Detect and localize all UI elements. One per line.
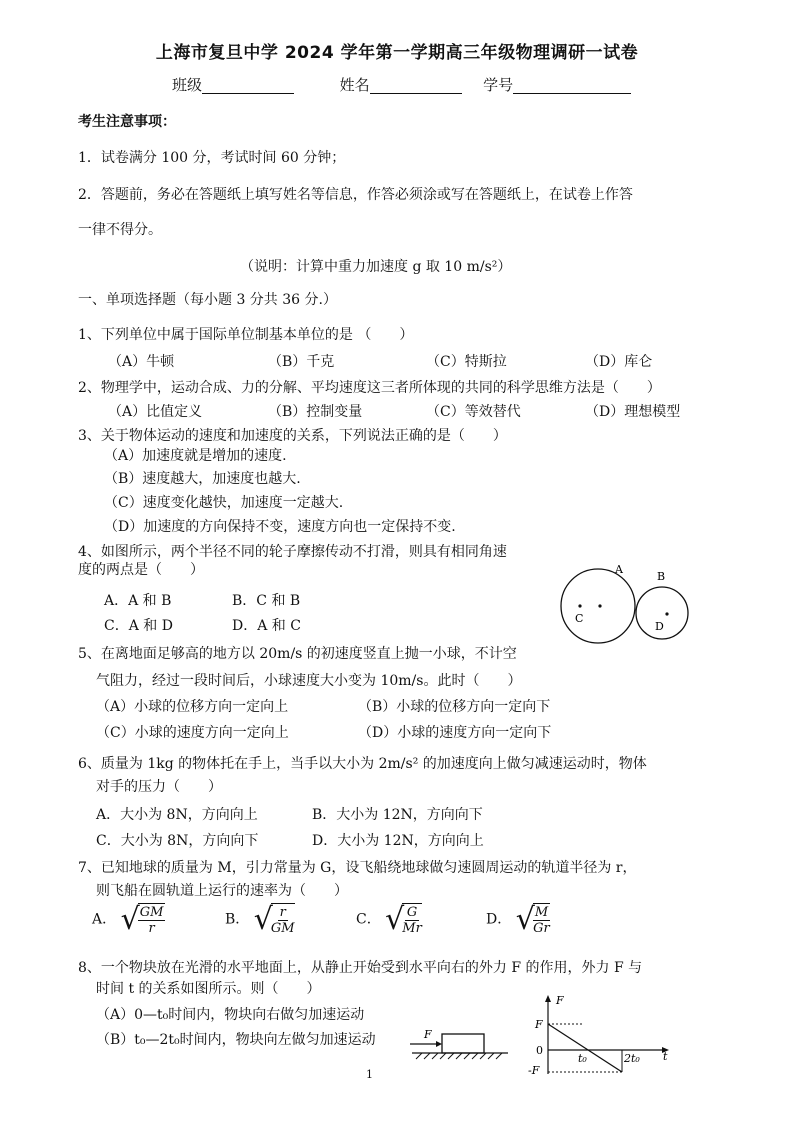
q8-stem: 8、一个物块放在光滑的水平地面上，从静止开始受到水平向右的外力 F 的作用，外力 F 与 [78,960,643,976]
sqrt-c [385,903,422,936]
radical-icon: √ [385,901,405,937]
q3-option-c[interactable]: （C）速度变化越快，加速度一定越大. [104,495,344,511]
section-heading: 一、单项选择题（每小题 3 分共 36 分.） [78,292,337,308]
exam-title: 上海市复旦中学 2024 学年第一学期高三年级物理调研一试卷 [155,43,639,63]
wheels-diagram [555,560,695,650]
class-label: 班级 [172,76,203,94]
q6-option-b[interactable]: B．大小为 12N，方向向下 [312,807,483,823]
y-axis-label: F [556,994,564,1007]
q3-option-b[interactable]: （B）速度越大，加速度也越大. [104,471,301,487]
q7-stem: 7、已知地球的质量为 M，引力常量为 G，设飞船绕地球做匀速圆周运动的轨道半径为 r， [78,860,637,876]
q6-stem: 6、质量为 1kg 的物体托在手上，当手以大小为 2m/s² 的加速度向上做匀减速运动时，物体 [78,756,647,772]
q7-a-num: GM [139,905,164,920]
sqrt-d [516,903,550,936]
force-time-graph [526,994,678,1078]
q7-b-label: B． [225,911,250,928]
q6-option-a[interactable]: A．大小为 8N，方向向上 [96,807,258,823]
name-label: 姓名 [339,76,370,94]
q7-option-b[interactable] [225,903,295,936]
q4-option-a[interactable]: A．A 和 B [104,593,172,609]
sqrt-b [254,903,295,936]
y-neg-label: -F [528,1064,540,1077]
q7-option-d[interactable] [486,903,550,936]
t0-label: t₀ [578,1052,587,1065]
id-blank[interactable] [513,79,631,94]
q4-stem-cont: 度的两点是（ ） [78,562,204,578]
name-blank[interactable] [370,79,462,94]
q3-option-d[interactable]: （D）加速度的方向保持不变，速度方向也一定保持不变. [104,519,456,535]
q7-d-den: Gr [533,921,550,936]
label-d: D [655,620,664,633]
radical-icon: √ [120,901,140,937]
notice-item-2: 2．答题前，务必在答题纸上填写姓名等信息，作答必须涂或写在答题纸上，在试卷上作答 [78,187,633,203]
q7-option-c[interactable] [356,903,422,936]
q7-c-label: C． [356,911,381,928]
q4-option-b[interactable]: B．C 和 B [232,593,301,609]
q4-option-c[interactable]: C．A 和 D [104,618,173,634]
origin-label: 0 [536,1044,543,1057]
x-axis-label: t [663,1050,668,1063]
q6-option-d[interactable]: D．大小为 12N，方向向上 [312,833,484,849]
notice-item-1: 1．试卷满分 100 分，考试时间 60 分钟； [78,150,346,166]
block-diagram [408,1024,516,1064]
y-pos-label: F [535,1018,543,1031]
label-a: A [615,563,623,576]
q4-stem: 4、如图所示，两个半径不同的轮子摩擦传动不打滑，则具有相同角速 [78,544,507,560]
q5-stem: 5、在离地面足够高的地方以 20m/s 的初速度竖直上抛一小球，不计空 [78,646,517,662]
block [442,1034,484,1053]
q2-option-a[interactable]: （A）比值定义 [108,404,203,420]
q6-option-c[interactable]: C．大小为 8N，方向向下 [96,833,259,849]
q1-option-c[interactable]: （C）特斯拉 [426,354,507,370]
large-wheel [561,569,635,643]
id-label: 学号 [483,76,514,94]
q5-option-d[interactable]: （D）小球的速度方向一定向下 [358,725,552,741]
notice-item-2-cont: 一律不得分。 [78,222,162,238]
point-d-dot [665,612,668,615]
y-arrow-icon [545,995,551,1002]
point-center-dot [598,604,601,607]
q2-option-d[interactable]: （D）理想模型 [585,404,681,420]
q3-option-a[interactable]: （A）加速度就是增加的速度. [104,448,287,464]
q7-c-num: G [406,905,418,920]
q3-stem: 3、关于物体运动的速度和加速度的关系，下列说法正确的是（ ） [78,428,507,444]
student-info-row [172,76,631,94]
q7-d-num: M [534,905,549,920]
label-b: B [657,570,666,583]
force-label: F [424,1028,432,1041]
notice-heading: 考生注意事项： [78,114,176,130]
q7-stem-cont: 则飞船在圆轨道上运行的速率为（ ） [96,883,348,899]
q5-stem-cont: 气阻力，经过一段时间后，小球速度大小变为 10m/s。此时（ ） [96,673,522,689]
q7-d-label: D． [486,911,512,928]
radical-icon: √ [515,901,535,937]
q5-option-a[interactable]: （A）小球的位移方向一定向上 [96,699,289,715]
q1-option-d[interactable]: （D）库仑 [585,354,653,370]
q7-b-num: r [279,905,286,920]
sqrt-a [121,903,166,936]
q8-option-b[interactable]: （B）t₀—2t₀时间内，物块向左做匀加速运动 [96,1032,376,1048]
radical-icon: √ [253,901,273,937]
q2-option-c[interactable]: （C）等效替代 [426,404,521,420]
q2-stem: 2、物理学中，运动合成、力的分解、平均速度这三者所体现的共同的科学思维方法是（ ） [78,380,661,396]
ground-hatch [416,1053,502,1059]
q7-b-den: GM [270,921,295,936]
q5-option-c[interactable]: （C）小球的速度方向一定向上 [96,725,289,741]
q6-stem-cont: 对手的压力（ ） [96,779,222,795]
page-number: 1 [366,1068,373,1081]
q7-a-label: A． [92,911,117,928]
q8-stem-cont: 时间 t 的关系如图所示。则（ ） [96,981,321,997]
q7-option-a[interactable] [92,903,165,936]
q2-option-b[interactable]: （B）控制变量 [268,404,363,420]
q1-stem: 1、下列单位中属于国际单位制基本单位的是 （ ） [78,327,414,343]
label-c: C [575,612,584,625]
q7-c-den: Mr [402,921,422,936]
q7-a-den: r [148,921,155,936]
gravity-note: （说明：计算中重力加速度 g 取 10 m/s²） [240,259,512,275]
q8-option-a[interactable]: （A）0—t₀时间内，物块向右做匀加速运动 [96,1007,365,1023]
class-blank[interactable] [202,79,294,94]
t2-label: 2t₀ [624,1052,640,1065]
q5-option-b[interactable]: （B）小球的位移方向一定向下 [358,699,551,715]
q1-option-a[interactable]: （A）牛顿 [108,354,175,370]
point-c-dot [578,604,581,607]
force-arrowhead-icon [436,1041,442,1047]
q4-option-d[interactable]: D．A 和 C [232,618,301,634]
q1-option-b[interactable]: （B）千克 [268,354,335,370]
